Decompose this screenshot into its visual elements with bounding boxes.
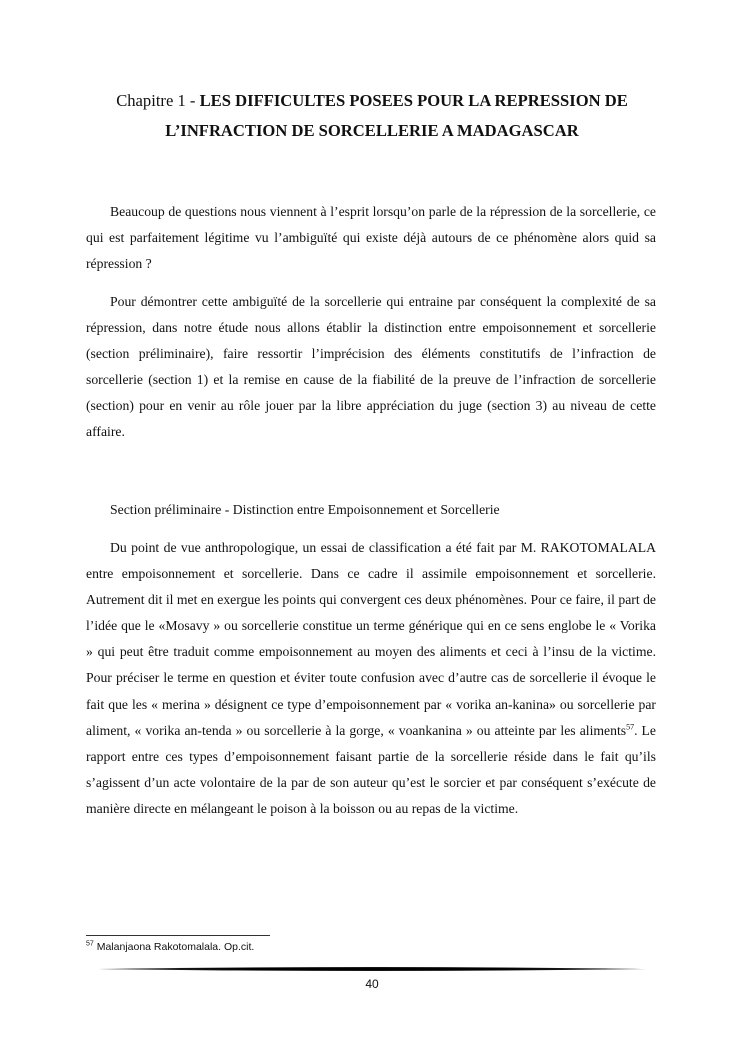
footnote-reference[interactable]: 57 [626,722,635,732]
paragraph-plan [86,289,656,446]
chapter-title [86,86,658,146]
section-heading: Section préliminaire - Distinction entre Empoisonnement et Sorcellerie [110,502,500,517]
paragraph-intro-text: Beaucoup de questions nous viennent à l’esprit lorsqu’on parle de la répression de la sorcellerie, ce qui est parfaitement légitime vu l’ambiguïté qui existe déjà autours de ce phénomène alors quid sa répression ? [86,204,656,272]
footer-rule [98,965,646,973]
paragraph-plan-text: Pour démontrer cette ambiguïté de la sorcellerie qui entraine par conséquent la complexité de sa répression, dans notre étude nous allons établir la distinction entre empoisonnement et sorcellerie (section préliminaire), faire ressortir l’imprécision des éléments constitutifs de l’infraction de sorcellerie (section 1) et la remise en cause de la fiabilité de la preuve de l’infraction de sorcellerie (section) pour en venir au rôle jouer par la libre appréciation du juge (section 3) au niveau de cette affaire. [86,294,656,440]
footnote-separator [86,935,270,936]
page-number: 40 [365,977,379,991]
footnote [86,941,254,953]
chapter-prefix: Chapitre 1 - [116,91,200,110]
chapter-title-text-2: L’INFRACTION DE SORCELLERIE A MADAGASCAR [165,121,579,140]
chapter-title-line-1 [86,86,658,116]
paragraph-intro [86,199,656,277]
paragraph-anthropology [86,535,656,822]
footnote-number: 57 [86,940,94,948]
paragraph-anthropology-text: Du point de vue anthropologique, un essai de classification a été fait par M. RAKOTOMALALA entre empoisonnement et sorcellerie. Dans ce cadre il assimile empoisonnement et sorcellerie. Autrement dit il met en exergue les points qui convergent ces deux phénomènes. Pour ce faire, il part de l’idée que le «Mosavy » ou sorcellerie constitue un terme générique qui en ce sens englobe le « Vorika » qui peut être traduit comme empoisonnement au moyen des aliments et ceci à l’insu de la victime. Pour préciser le terme en question et éviter toute confusion avec d’autre cas de sorcellerie il évoque le fait que les « merina » désignent ce type d’empoisonnement par « vorika an-kanina» ou sorcellerie par aliment, « vorika an-tenda » ou sorcellerie à la gorge, « voankanina » ou atteinte par les aliments [86,540,656,738]
paragraph-anthropology-text-end: . Le rapport entre ces types d’empoisonnement faisant partie de la sorcellerie réside dans le fait qu’ils s’agissent d’un acte volontaire de la par de son auteur qu’est le sorcier et par conséquent s’exécute de manière directe en mélangeant le poison à la boisson ou au repas de la victime. [86,722,656,816]
chapter-title-text-1: LES DIFFICULTES POSEES POUR LA REPRESSION DE [199,91,628,110]
footnote-text: Malanjaona Rakotomalala. Op.cit. [96,941,255,953]
